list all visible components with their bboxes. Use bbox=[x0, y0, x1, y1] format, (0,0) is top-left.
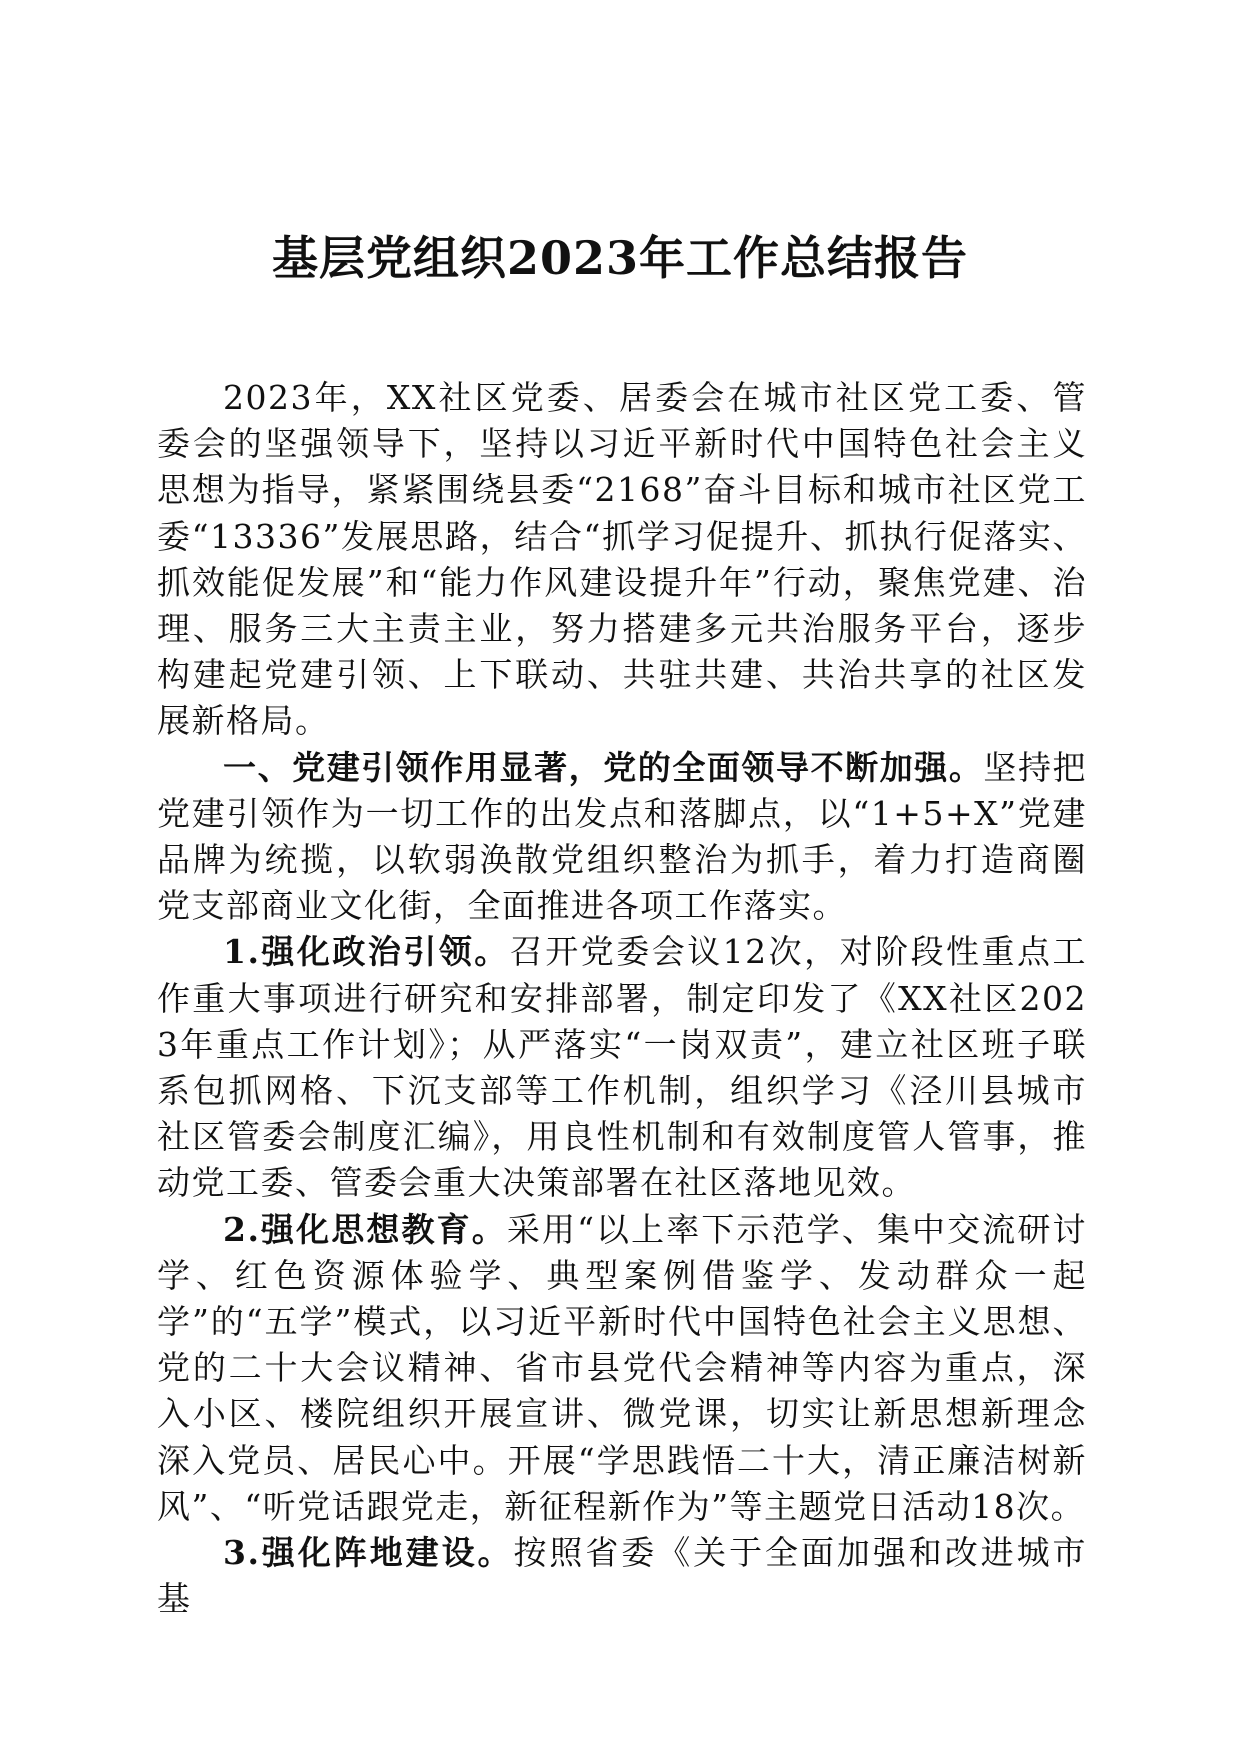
paragraph-intro bbox=[157, 375, 1087, 745]
paragraph-text: 坚持把党建引领作为一切工作的出发点和落脚点，以“1+5+X”党建品牌为统揽，以软弱涣散党组织整治为抓手，着力打造商圈党支部商业文化街，全面推进各项工作落实。 bbox=[157, 747, 1087, 926]
item-heading: 1.强化政治引领。 bbox=[223, 932, 510, 972]
item-heading: 2.强化思想教育。 bbox=[223, 1209, 507, 1249]
section-heading: 一、党建引领作用显著，党的全面领导不断加强。 bbox=[223, 747, 984, 787]
paragraph-text: 按照省委《关于全面加强和改进城市基 bbox=[157, 1533, 1088, 1619]
paragraph-section-1 bbox=[157, 745, 1087, 930]
paragraph-item-3 bbox=[157, 1530, 1087, 1622]
paragraph-text: 召开党委会议12次，对阶段性重点工作重大事项进行研究和安排部署，制定印发了《XX社区2023年重点工作计划》；从严落实“一岗双责”，建立社区班子联系包抓网格、下沉支部等工作机制，组织学习《泾川县城市社区管委会制度汇编》，用良性机制和有效制度管人管事，推动党工委、管委会重大决策部署在社区落地见效。 bbox=[157, 932, 1087, 1203]
document-body bbox=[157, 375, 1087, 1622]
paragraph-item-2 bbox=[157, 1207, 1087, 1530]
document-title: 基层党组织2023年工作总结报告 bbox=[271, 231, 969, 285]
paragraph-text: 2023年，XX社区党委、居委会在城市社区党工委、管委会的坚强领导下，坚持以习近平新时代中国特色社会主义思想为指导，紧紧围绕县委“2168”奋斗目标和城市社区党工委“13336”发展思路，结合“抓学习促提升、抓执行促落实、抓效能促发展”和“能力作风建设提升年”行动，聚焦党建、治理、服务三大主责主业，努力搭建多元共治服务平台，逐步构建起党建引领、上下联动、共驻共建、共治共享的社区发展新格局。 bbox=[157, 378, 1087, 741]
item-heading: 3.强化阵地建设。 bbox=[223, 1533, 514, 1573]
paragraph-item-1 bbox=[157, 929, 1087, 1206]
paragraph-text: 采用“以上率下示范学、集中交流研讨学、红色资源体验学、典型案例借鉴学、发动群众一起学”的“五学”模式，以习近平新时代中国特色社会主义思想、党的二十大会议精神、省市县党代会精神等内容为重点，深入小区、楼院组织开展宣讲、微党课，切实让新思想新理念深入党员、居民心中。开展“学思践悟二十大，清正廉洁树新风”、“听党话跟党走，新征程新作为”等主题党日活动18次。 bbox=[157, 1209, 1087, 1526]
